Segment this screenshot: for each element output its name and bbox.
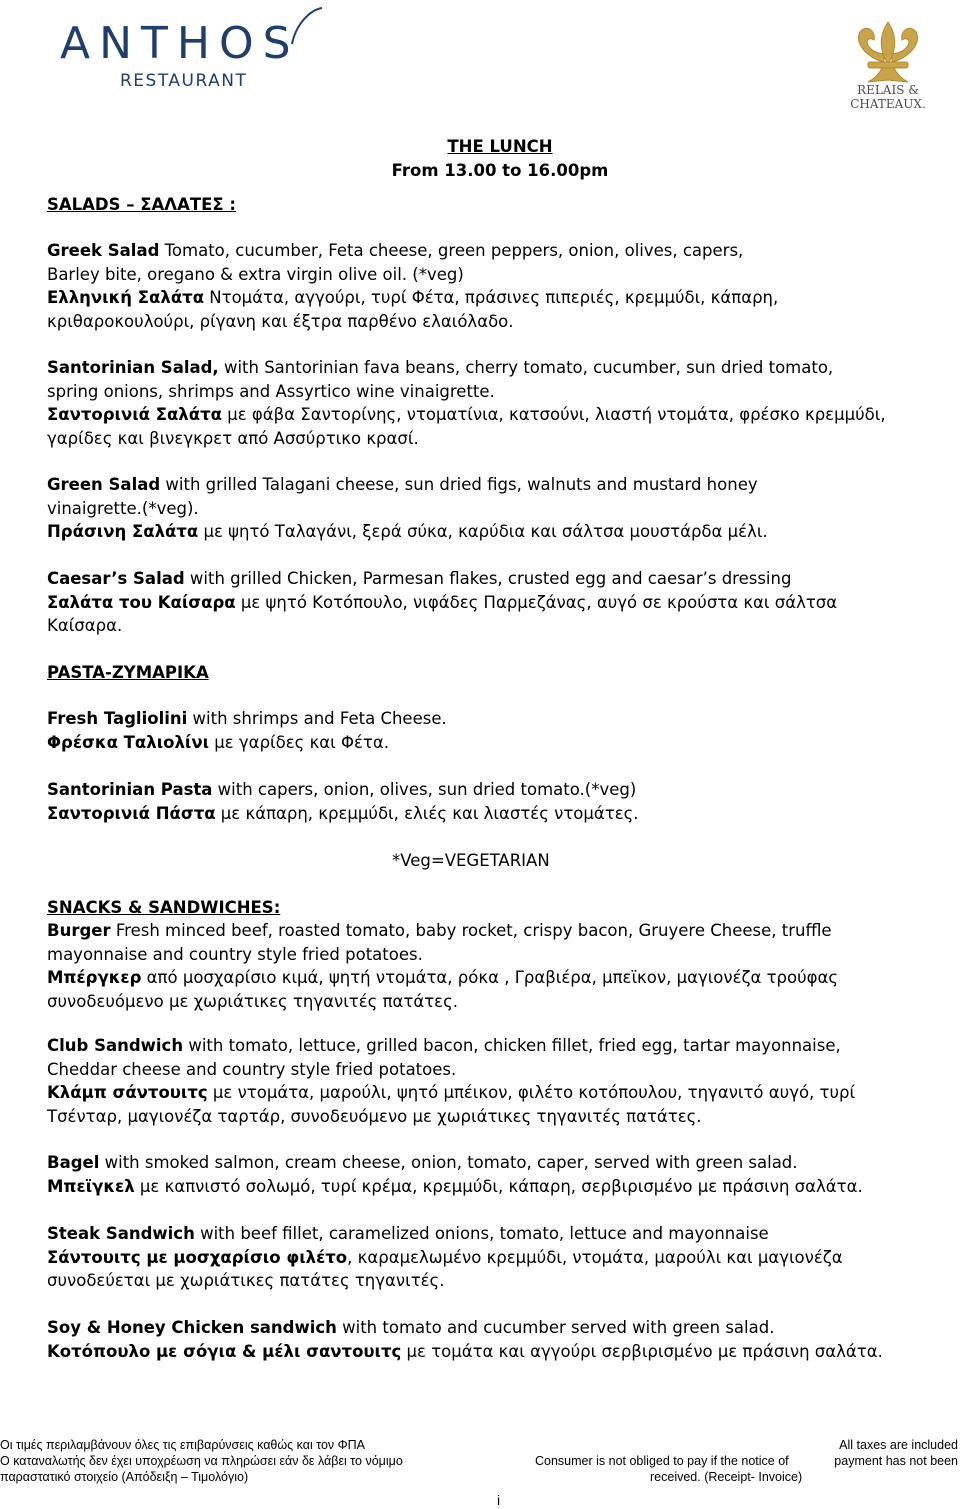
steak-sandwich-desc-gr-2: συνοδεύεται με χωριάτικες πατάτες τηγανιτές. xyxy=(47,1271,445,1290)
footer-en-line2b: payment has not been xyxy=(834,1454,958,1468)
steak-sandwich-item xyxy=(47,1222,927,1293)
steak-sandwich-name-gr: Σάντουιτς με μοσχαρίσιο φιλέτο xyxy=(47,1247,348,1267)
footer-gr-line3: παραστατικό στοιχείο (Απόδειξη – Τιμολόγιο) xyxy=(0,1470,249,1484)
footer-gr-line2: Ο καταναλωτής δεν έχει υποχρέωση να πληρώσει εάν δε λάβει το νόμιμο xyxy=(0,1454,403,1468)
tagliolini-name: Fresh Tagliolini xyxy=(47,709,188,728)
greek-salad-desc-gr: Ντομάτα, αγγούρι, τυρί Φέτα, πράσινες πιπεριές, κρεμμύδι, κάπαρη, xyxy=(204,288,779,307)
santorinian-pasta-name-gr: Σαντορινιά Πάστα xyxy=(47,803,216,823)
santorinian-salad-name-gr: Σαντορινιά Σαλάτα xyxy=(47,405,222,424)
club-sandwich-name: Club Sandwich xyxy=(47,1036,184,1055)
caesar-salad-name: Caesar’s Salad xyxy=(47,569,185,588)
caesar-salad-desc: with grilled Chicken, Parmesan flakes, crusted egg and caesar’s dressing xyxy=(184,569,792,588)
santorinian-salad-desc: with Santorinian fava beans, cherry tomato, cucumber, sun dried tomato, xyxy=(218,358,834,377)
veg-note: *Veg=VEGETARIAN xyxy=(392,851,550,870)
steak-sandwich-desc-gr: , καραμελωμένο κρεμμύδι, ντομάτα, μαρούλι και μαγιονέζα xyxy=(347,1247,843,1267)
soy-honey-chicken-name-gr: Κοτόπουλο με σόγια & μέλι σαντουιτς xyxy=(47,1341,402,1361)
club-sandwich-item xyxy=(47,1034,927,1128)
santorinian-pasta-name: Santorinian Pasta xyxy=(47,780,213,799)
green-salad-name-gr: Πράσινη Σαλάτα xyxy=(47,522,199,541)
soy-honey-chicken-desc-gr: με τομάτα και αγγούρι σερβιρισμένο με πράσινη σαλάτα. xyxy=(401,1341,883,1361)
burger-item xyxy=(47,919,927,1013)
anthos-logo-subtitle: RESTAURANT xyxy=(120,71,248,91)
bagel-item xyxy=(47,1151,927,1198)
santorinian-salad-name: Santorinian Salad, xyxy=(47,358,219,377)
greek-salad-desc: Tomato, cucumber, Feta cheese, green peppers, onion, olives, capers, xyxy=(159,241,744,260)
club-sandwich-name-gr: Κλάμπ σάντουιτς xyxy=(47,1083,208,1102)
tagliolini-desc: with shrimps and Feta Cheese. xyxy=(187,709,447,728)
caesar-salad-desc-gr-2: Καίσαρα. xyxy=(47,616,123,635)
bagel-name-gr: Μπεϊγκελ xyxy=(47,1176,135,1196)
caesar-salad-desc-gr: με ψητό Κοτόπουλο, νιφάδες Παρμεζάνας, αυγό σε κρούστα και σάλτσα xyxy=(235,592,838,612)
relais-chateaux-line1: RELAIS & xyxy=(857,83,919,97)
soy-honey-chicken-name: Soy & Honey Chicken sandwich xyxy=(47,1318,337,1337)
relais-chateaux-logo xyxy=(838,18,938,118)
soy-honey-chicken-desc: with tomato and cucumber served with green salad. xyxy=(336,1318,775,1337)
green-salad-desc: with grilled Talagani cheese, sun dried figs, walnuts and mustard honey xyxy=(160,475,758,494)
tagliolini-desc-gr: με γαρίδες και Φέτα. xyxy=(209,732,389,752)
anthos-logo-word: ANTHOS xyxy=(60,18,300,69)
caesar-salad-item xyxy=(47,567,927,638)
steak-sandwich-name: Steak Sandwich xyxy=(47,1224,195,1243)
santorinian-pasta-item xyxy=(47,778,927,825)
bagel-desc: with smoked salmon, cream cheese, onion, tomato, caper, served with green salad. xyxy=(99,1153,798,1172)
tagliolini-item xyxy=(47,707,927,754)
greek-salad-item xyxy=(47,239,927,333)
green-salad-desc-2: vinaigrette.(*veg). xyxy=(47,498,199,518)
footer-en-line1: All taxes are included xyxy=(839,1438,958,1452)
relais-chateaux-line2: CHATEAUX. xyxy=(850,97,926,111)
soy-honey-chicken-item xyxy=(47,1316,927,1363)
footer-gr-line1: Οι τιμές περιλαμβάνουν όλες τις επιβαρύνσεις καθώς και τον ΦΠΑ xyxy=(0,1438,365,1452)
bagel-name: Bagel xyxy=(47,1153,100,1172)
salads-heading: SALADS – ΣΑΛΑΤΕΣ : xyxy=(47,195,236,214)
santorinian-salad-desc-gr-2: γαρίδες και βινεγκρετ από Ασσύρτικο κρασί. xyxy=(47,428,419,448)
burger-desc-gr: από μοσχαρίσιο κιμά, ψητή ντομάτα, ρόκα , Γραβιέρα, μπεϊκον, μαγιονέζα τρούφας xyxy=(141,968,839,987)
santorinian-pasta-desc-gr: με κάπαρη, κρεμμύδι, ελιές και λιαστές ντομάτες. xyxy=(215,803,639,823)
greek-salad-name: Greek Salad xyxy=(47,241,160,260)
green-salad-desc-gr: με ψητό Ταλαγάνι, ξερά σύκα, καρύδια και σάλτσα μουστάρδα μέλι. xyxy=(198,522,768,541)
page-number: i xyxy=(497,1492,501,1508)
burger-name: Burger xyxy=(47,921,111,940)
santorinian-salad-desc-gr: με φάβα Σαντορίνης, ντοματίνια, κατσούνι, λιαστή ντομάτα, φρέσκο κρεμμύδι, xyxy=(221,405,886,424)
steak-sandwich-desc: with beef fillet, caramelized onions, tomato, lettuce and mayonnaise xyxy=(194,1224,769,1243)
bagel-desc-gr: με καπνιστό σολωμό, τυρί κρέμα, κρεμμύδι, κάπαρη, σερβιρισμένο με πράσινη σαλάτα. xyxy=(134,1176,863,1196)
snacks-heading: SNACKS & SANDWICHES: xyxy=(47,898,281,917)
burger-desc: Fresh minced beef, roasted tomato, baby rocket, crispy bacon, Gruyere Cheese, truffle xyxy=(110,921,832,940)
green-salad-name: Green Salad xyxy=(47,475,161,494)
greek-salad-name-gr: Ελληνική Σαλάτα xyxy=(47,288,205,307)
footer-en-line2a: Consumer is not obliged to pay if the notice of xyxy=(535,1454,789,1468)
club-sandwich-desc: with tomato, lettuce, grilled bacon, chicken fillet, fried egg, tartar mayonnaise, xyxy=(183,1036,841,1055)
santorinian-pasta-desc: with capers, onion, olives, sun dried tomato.(*veg) xyxy=(212,780,637,799)
lunch-title: THE LUNCH xyxy=(447,137,553,156)
pasta-heading: PASTA-ΖΥΜΑΡΙΚΑ xyxy=(47,663,209,682)
santorinian-salad-item xyxy=(47,356,927,450)
burger-desc-2: mayonnaise and country style fried potatoes. xyxy=(47,944,423,964)
club-sandwich-desc-gr: με ντομάτα, μαρούλι, ψητό μπέικον, φιλέτο κοτόπουλου, τηγανιτό αυγό, τυρί xyxy=(207,1083,856,1102)
tagliolini-name-gr: Φρέσκα Ταλιολίνι xyxy=(47,732,210,752)
footer-en-line3: received. (Receipt- Invoice) xyxy=(650,1470,803,1484)
club-sandwich-desc-gr-2: Τσένταρ, μαγιονέζα ταρτάρ, συνοδευόμενο με χωριάτικες τηγανιτές πατάτες. xyxy=(47,1106,702,1126)
greek-salad-desc-2: Barley bite, oregano & extra virgin olive oil. (*veg) xyxy=(47,264,464,284)
green-salad-item xyxy=(47,473,927,544)
club-sandwich-desc-2: Cheddar cheese and country style fried potatoes. xyxy=(47,1059,457,1079)
greek-salad-desc-gr-2: κριθαροκουλούρι, ρίγανη και έξτρα παρθένο ελαιόλαδο. xyxy=(47,311,514,331)
fleur-de-lis-icon xyxy=(838,18,938,88)
caesar-salad-name-gr: Σαλάτα του Καίσαρα xyxy=(47,592,236,612)
lunch-hours: From 13.00 to 16.00pm xyxy=(391,161,609,180)
burger-desc-gr-2: συνοδευόμενο με χωριάτικες τηγανιτές πατάτες. xyxy=(47,991,458,1011)
anthos-logo xyxy=(60,4,340,94)
santorinian-salad-desc-2: spring onions, shrimps and Assyrtico wine vinaigrette. xyxy=(47,381,495,401)
burger-name-gr: Μπέργκερ xyxy=(47,968,142,987)
